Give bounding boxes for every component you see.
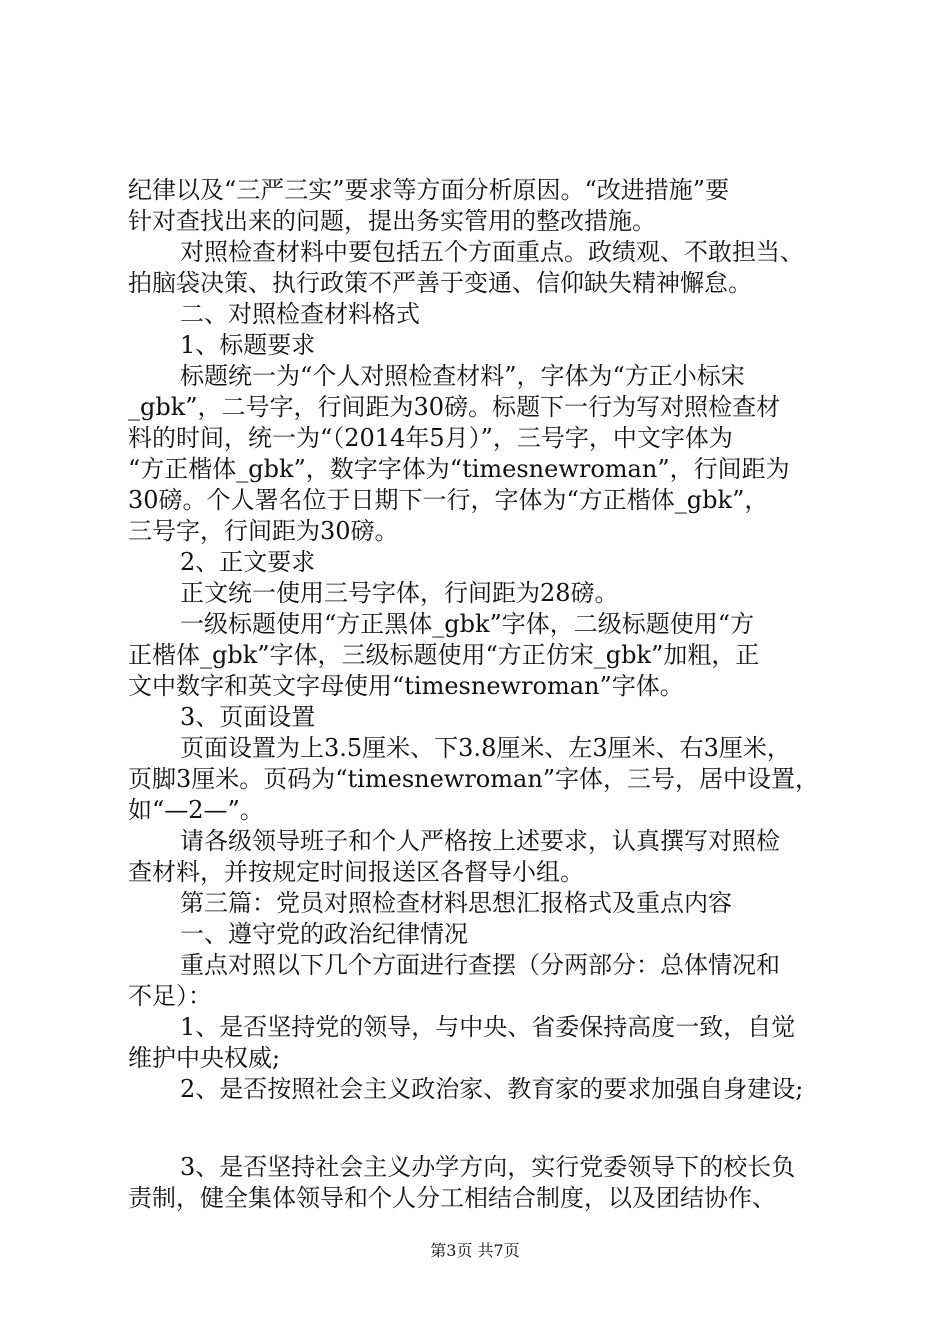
document-body (128, 175, 840, 1214)
text-line: 三号字，行间距为30磅。 (128, 517, 399, 545)
page-number: 第3页 共7页 (430, 1241, 520, 1260)
text-line: 文中数字和英文字母使用“timesnewroman”字体。 (128, 672, 684, 700)
text-line: 拍脑袋决策、执行政策不严善于变通、信仰缺失精神懈怠。 (128, 269, 752, 297)
text-line: 针对查找出来的问题，提出务实管用的整改措施。 (128, 207, 656, 235)
text-line: 维护中央权威; (128, 1044, 281, 1072)
text-line: 3、是否坚持社会主义办学方向，实行党委领导下的校长负 (180, 1153, 796, 1181)
text-line: 第三篇：党员对照检查材料思想汇报格式及重点内容 (180, 889, 732, 917)
text-line: 查材料，并按规定时间报送区各督导小组。 (128, 858, 584, 886)
text-line: 对照检查材料中要包括五个方面重点。政绩观、不敢担当、 (180, 238, 804, 266)
text-line: 不足）： (128, 982, 212, 1010)
text-line: 纪律以及“三严三实”要求等方面分析原因。“改进措施”要 (128, 176, 730, 204)
text-line: 重点对照以下几个方面进行查摆（分两部分：总体情况和 (180, 951, 780, 979)
text-line: 标题统一为“个人对照检查材料”，字体为“方正小标宋 (180, 362, 745, 390)
text-line: _gbk”，二号字，行间距为30磅。标题下一行为写对照检查材 (128, 393, 781, 421)
text-line: 正文统一使用三号字体，行间距为28磅。 (180, 579, 619, 607)
text-line: 如“—2—”。 (128, 796, 264, 824)
text-line: 30磅。个人署名位于日期下一行，字体为“方正楷体_gbk”， (128, 486, 769, 514)
text-line: 料的时间，统一为“（2014年5月）”，三号字，中文字体为 (128, 424, 733, 452)
text-line: 1、标题要求 (180, 331, 316, 359)
text-line: 一、遵守党的政治纪律情况 (180, 920, 468, 948)
text-line: 正楷体_gbk”字体，三级标题使用“方正仿宋_gbk”加粗，正 (128, 641, 760, 669)
text-line: 一级标题使用“方正黑体_gbk”字体，二级标题使用“方 (180, 610, 755, 638)
text-line: 页面设置为上3.5厘米、下3.8厘米、左3厘米、右3厘米， (180, 734, 791, 762)
text-line: 1、是否坚持党的领导，与中央、省委保持高度一致，自觉 (180, 1013, 796, 1041)
text-line: 责制，健全集体领导和个人分工相结合制度，以及团结协作、 (128, 1184, 776, 1212)
text-line: 页脚3厘米。页码为“timesnewroman”字体，三号，居中设置， (128, 765, 820, 793)
text-line: 2、是否按照社会主义政治家、教育家的要求加强自身建设; (180, 1075, 804, 1103)
page-footer (0, 1241, 950, 1261)
text-line: 请各级领导班子和个人严格按上述要求，认真撰写对照检 (180, 827, 780, 855)
paragraph-gap (128, 1105, 840, 1152)
text-line: “方正楷体_gbk”，数字字体为“timesnewroman”，行间距为 (128, 455, 790, 483)
text-line: 2、正文要求 (180, 548, 316, 576)
text-line: 3、页面设置 (180, 703, 316, 731)
text-line: 二、对照检查材料格式 (180, 300, 420, 328)
